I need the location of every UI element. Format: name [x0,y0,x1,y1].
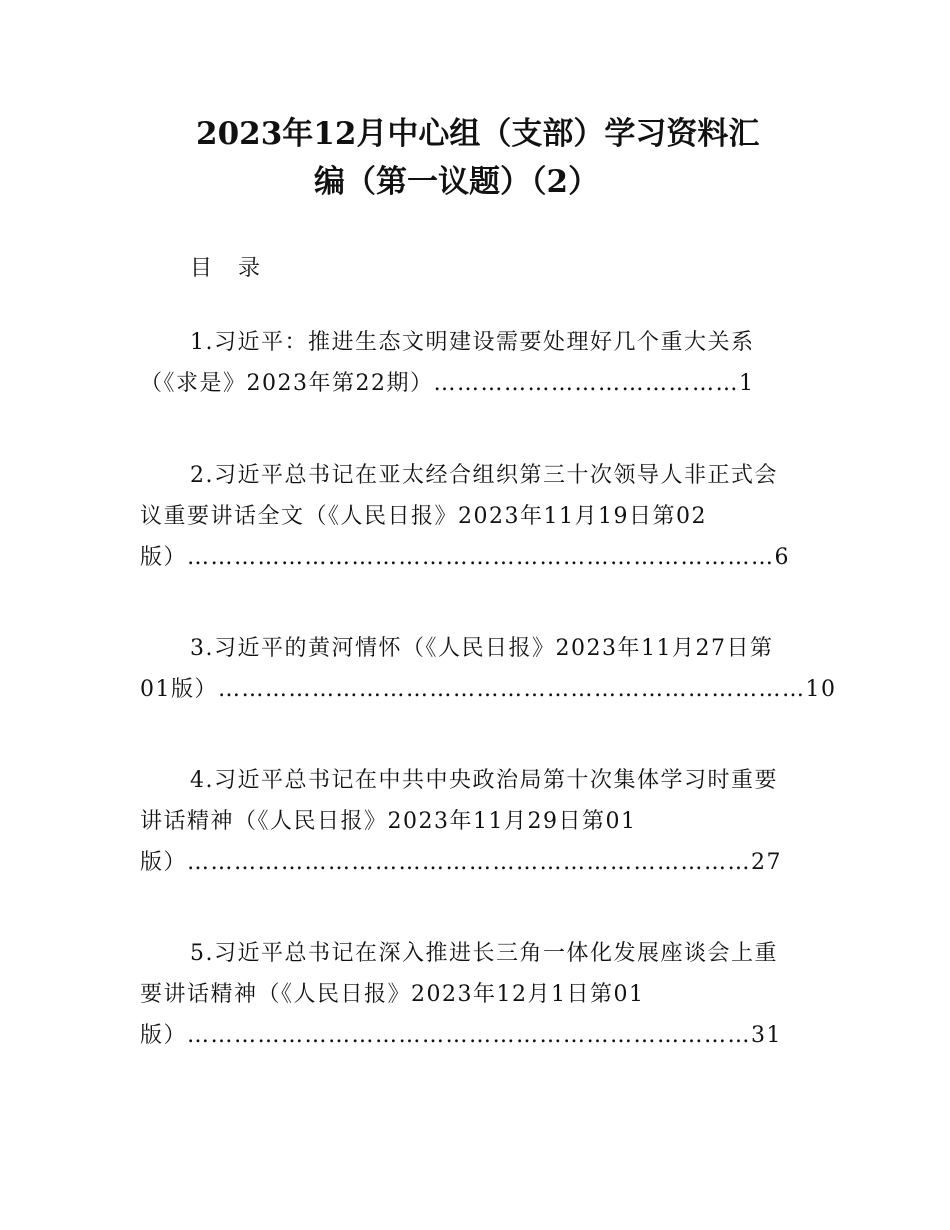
toc-entry-3[interactable] [140,628,837,710]
toc-entry-2[interactable] [140,455,820,578]
toc-heading: 目录 [190,256,287,281]
document-title [196,110,816,206]
toc-entry-3-line-2: 01版）…………………………………………………………………10 [140,677,837,702]
toc-entry-4-line-2: 讲话精神（《人民日报》2023年11月29日第01 [140,809,637,834]
toc-entry-4[interactable] [140,760,820,883]
toc-entry-1-line-1: 1.习近平：推进生态文明建设需要处理好几个重大关系 [190,330,755,355]
toc-entry-5-line-2: 要讲话精神（《人民日报》2023年12月1日第01 [140,982,645,1007]
toc-entry-1-line-2: （《求是》2023年第22期）…………………………………1 [140,371,755,396]
toc-entry-2-line-1: 2.习近平总书记在亚太经合组织第三十次领导人非正式会 [190,463,778,488]
toc-entry-4-line-1: 4.习近平总书记在中共中央政治局第十次集体学习时重要 [190,768,778,793]
toc-entry-2-line-2: 议重要讲话全文（《人民日报》2023年11月19日第02 [140,504,707,529]
table-of-contents [140,322,837,1056]
toc-entry-5-line-3: 版）………………………………………………………………31 [140,1023,782,1048]
toc-entry-2-line-3: 版）…………………………………………………………………6 [140,545,790,570]
toc-entry-3-line-1: 3.习近平的黄河情怀（《人民日报》2023年11月27日第 [190,636,774,661]
toc-entry-5[interactable] [140,933,820,1056]
title-line-2: 编（第一议题）（2） [314,164,600,200]
toc-entry-5-line-1: 5.习近平总书记在深入推进长三角一体化发展座谈会上重 [190,941,778,966]
toc-entry-4-line-3: 版）………………………………………………………………27 [140,850,782,875]
toc-entry-1[interactable] [140,322,820,404]
title-line-1: 2023年12月中心组（支部）学习资料汇 [196,116,760,152]
